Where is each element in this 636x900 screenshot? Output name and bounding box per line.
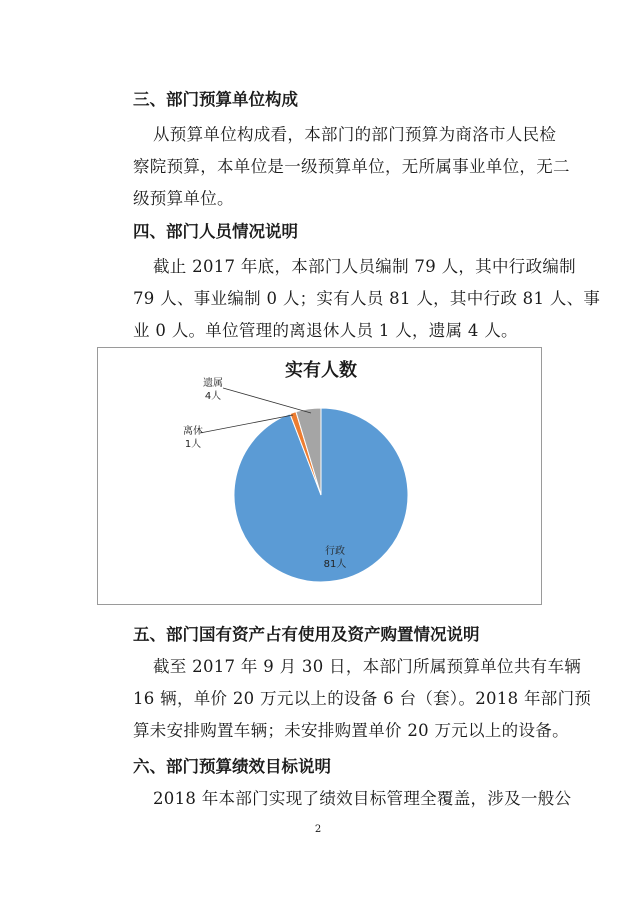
section-5-line-2: 16 辆，单价 20 万元以上的设备 6 台（套）。2018 年部门预 bbox=[133, 689, 592, 708]
slice-value-0: 81人 bbox=[323, 559, 347, 570]
slice-label-1: 离休 bbox=[183, 426, 203, 437]
section-6-line-1: 2018 年本部门实现了绩效目标管理全覆盖，涉及一般公 bbox=[153, 789, 572, 808]
section-4-line-2: 79 人、事业编制 0 人；实有人员 81 人，其中行政 81 人、事 bbox=[133, 289, 601, 308]
section-6-heading: 六、部门预算绩效目标说明 bbox=[133, 757, 331, 776]
section-4-line-3: 业 0 人。单位管理的离退休人员 1 人，遗属 4 人。 bbox=[133, 321, 518, 340]
section-3-line-2: 察院预算，本单位是一级预算单位，无所属事业单位，无二 bbox=[133, 157, 570, 176]
page-number: 2 bbox=[314, 824, 322, 835]
slice-value-2: 4人 bbox=[204, 391, 222, 402]
section-4-line-1: 截止 2017 年底，本部门人员编制 79 人，其中行政编制 bbox=[153, 257, 576, 276]
section-4-heading: 四、部门人员情况说明 bbox=[133, 222, 298, 241]
section-3-heading: 三、部门预算单位构成 bbox=[133, 90, 298, 109]
section-5-line-1: 截至 2017 年 9 月 30 日，本部门所属预算单位共有车辆 bbox=[153, 657, 582, 676]
slice-value-1: 1人 bbox=[184, 439, 202, 450]
pie-chart bbox=[97, 347, 542, 605]
section-5-heading: 五、部门国有资产占有使用及资产购置情况说明 bbox=[133, 625, 480, 644]
chart-title: 实有人数 bbox=[285, 360, 357, 381]
section-3-line-3: 级预算单位。 bbox=[133, 189, 234, 208]
slice-label-0: 行政 bbox=[325, 546, 345, 557]
section-3-line-1: 从预算单位构成看，本部门的部门预算为商洛市人民检 bbox=[153, 125, 557, 144]
leader-line-2 bbox=[223, 388, 311, 413]
section-5-line-3: 算未安排购置车辆；未安排购置单价 20 万元以上的设备。 bbox=[133, 721, 569, 740]
slice-label-2: 遗属 bbox=[203, 378, 223, 389]
pie-chart-svg bbox=[98, 348, 541, 604]
